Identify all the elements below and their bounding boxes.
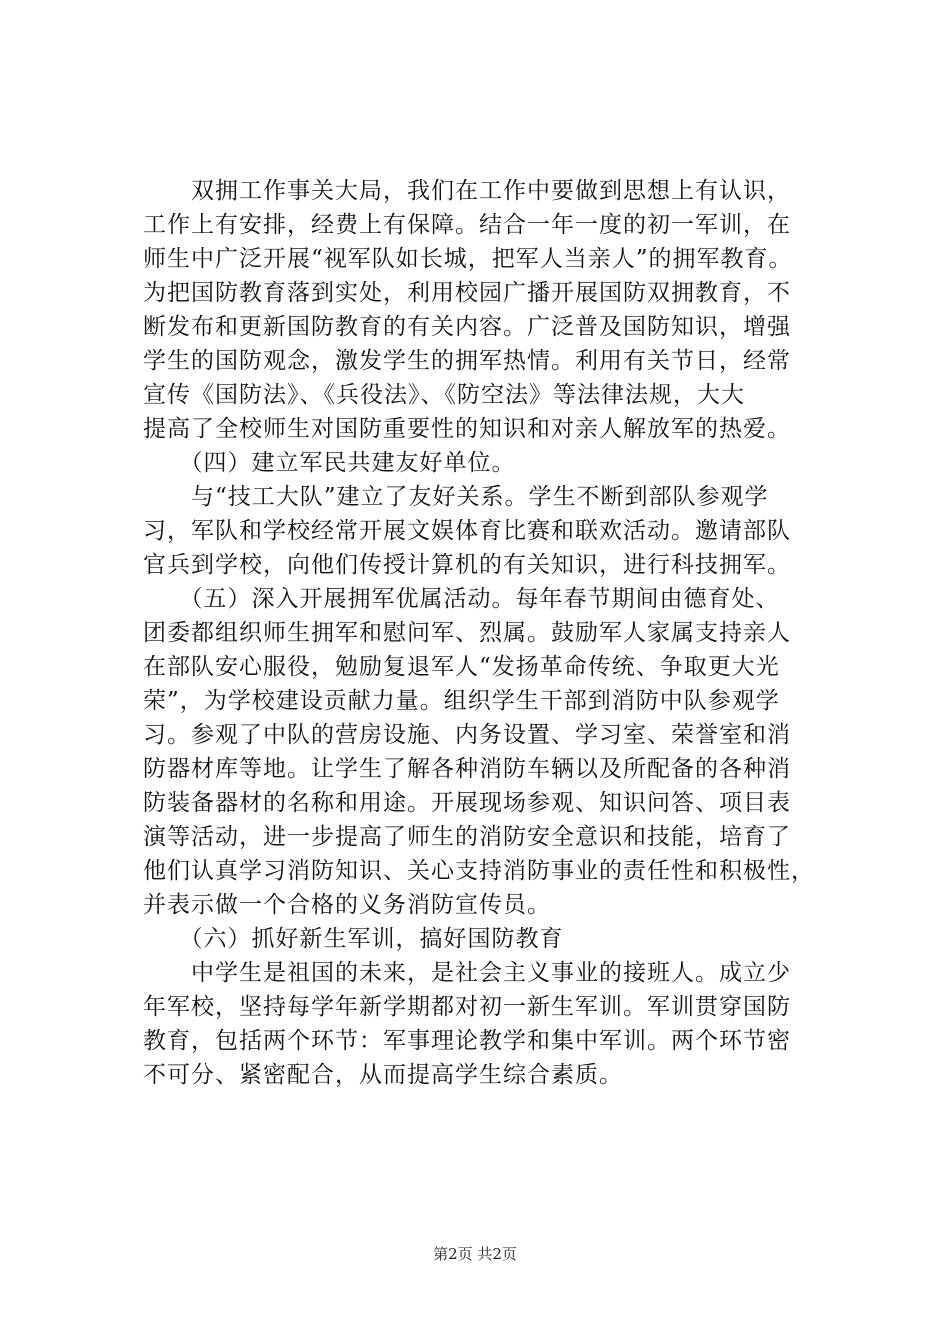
text-line: 习。参观了中队的营房设施、内务设置、学习室、荣誉室和消: [143, 722, 791, 748]
text-line: 在部队安心服役，勉励复退军人“发扬革命传统、争取更大光: [143, 654, 780, 680]
text-line: 习，军队和学校经常开展文娱体育比赛和联欢活动。邀请部队: [143, 518, 791, 544]
text-line: 师生中广泛开展“视军队如长城，把军人当亲人”的拥军教育。: [143, 246, 793, 272]
text-line: 团委都组织师生拥军和慰问军、烈属。鼓励军人家属支持亲人: [143, 620, 791, 646]
text-line: 宣传《国防法》、《兵役法》、《防空法》等法律法规，大大: [143, 382, 745, 408]
section-heading: （六）抓好新生军训，搞好国防教育: [143, 926, 564, 952]
text-line: 年军校，坚持每学年新学期都对初一新生军训。军训贯穿国防: [143, 994, 791, 1020]
text-line: 官兵到学校，向他们传授计算机的有关知识，进行科技拥军。: [143, 552, 791, 578]
section-heading: （四）建立军民共建友好单位。: [143, 450, 516, 476]
text-line: 中学生是祖国的未来，是社会主义事业的接班人。成立少: [143, 960, 791, 986]
text-line: 双拥工作事关大局，我们在工作中要做到思想上有认识，: [143, 178, 791, 204]
text-line: 他们认真学习消防知识、关心支持消防事业的责任性和积极性，: [143, 858, 815, 884]
page-number-footer: 第2页 共2页: [433, 1245, 517, 1263]
text-line: 断发布和更新国防教育的有关内容。广泛普及国防知识，增强: [143, 314, 791, 340]
text-line: 学生的国防观念，激发学生的拥军热情。利用有关节日，经常: [143, 348, 791, 374]
text-line: 与“技工大队”建立了友好关系。学生不断到部队参观学: [143, 484, 769, 510]
section-heading: （五）深入开展拥军优属活动。每年春节期间由德育处、: [143, 586, 780, 612]
text-line: 为把国防教育落到实处，利用校园广播开展国防双拥教育，不: [143, 280, 791, 306]
text-line: 提高了全校师生对国防重要性的知识和对亲人解放军的热爱。: [143, 416, 791, 442]
text-line: 防装备器材的名称和用途。开展现场参观、知识问答、项目表: [143, 790, 791, 816]
text-line: 教育，包括两个环节：军事理论教学和集中军训。两个环节密: [143, 1028, 791, 1054]
text-line: 防器材库等地。让学生了解各种消防车辆以及所配备的各种消: [143, 756, 791, 782]
text-line: 演等活动，进一步提高了师生的消防安全意识和技能，培育了: [143, 824, 791, 850]
text-line: 不可分、紧密配合，从而提高学生综合素质。: [143, 1062, 623, 1088]
text-line: 并表示做一个合格的义务消防宣传员。: [143, 892, 551, 918]
text-line: 荣”，为学校建设贡献力量。组织学生干部到消防中队参观学: [143, 688, 780, 714]
text-line: 工作上有安排，经费上有保障。结合一年一度的初一军训，在: [143, 212, 791, 238]
